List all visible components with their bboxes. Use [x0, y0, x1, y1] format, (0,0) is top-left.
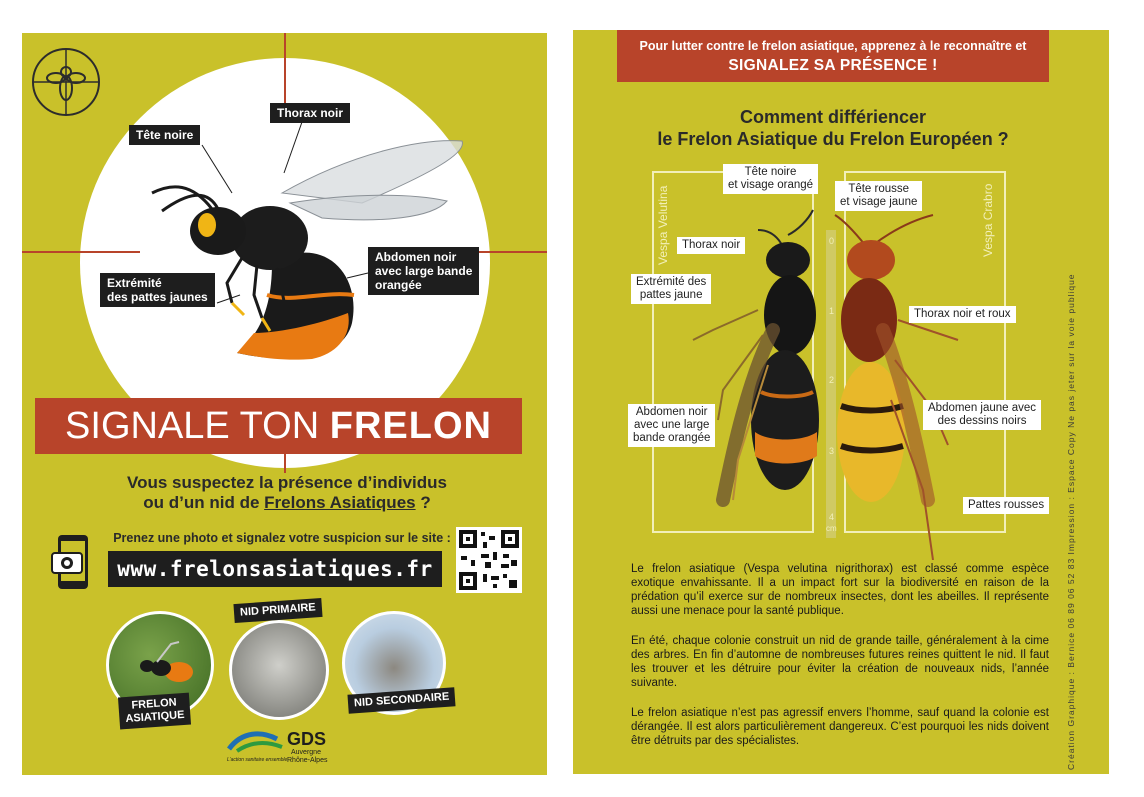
- callout-pattes-rousses: [963, 497, 1049, 514]
- gds-name: GDS: [287, 729, 327, 749]
- signale-banner: [35, 398, 522, 454]
- callout-thorax-noir-roux: [909, 306, 1016, 323]
- callout-abdomen-noir: [628, 404, 715, 447]
- top-banner-line2: SIGNALEZ SA PRÉSENCE !: [728, 57, 938, 74]
- banner-light: SIGNALE TON: [65, 405, 330, 447]
- photo-instruction: Prenez une photo et signalez votre suspicion sur le site :: [113, 531, 451, 545]
- qr-code-icon: [459, 530, 519, 590]
- top-banner: [617, 30, 1049, 82]
- comparison-heading: [613, 106, 1053, 150]
- right-flyer: [573, 30, 1109, 774]
- tag-frelon-asiatique: [118, 693, 191, 730]
- label-abdomen-line1: Abdomen noir: [375, 250, 457, 264]
- top-banner-line1: Pour lutter contre le frelon asiatique, apprenez à le reconnaître et: [639, 39, 1027, 53]
- scale-3: 3: [829, 446, 835, 456]
- banner-bold: FRELON: [329, 405, 492, 447]
- callout-abdomen-noir-2: avec une large: [633, 419, 710, 431]
- callout-abdomen-noir-3: bande orangée: [633, 432, 711, 444]
- callout-extremite: [631, 274, 711, 304]
- side-credit: Création Graphique : Bernice 06 89 06 52 83 Impression : Espace Copy Ne pas jeter sur la voie publique: [1066, 273, 1076, 770]
- label-thorax-text: Thorax noir: [277, 106, 344, 120]
- paragraph-1: Le frelon asiatique (Vespa velutina nigrithorax) est classé comme espèce exotique envahissante. Il a un impact fort sur la biodiversité en raison de la prédation qu’il exerce sur de nombreux insectes, dont les abeilles. Il représente aussi une menace pour la santé publique.: [631, 563, 1049, 617]
- callout-extremite-2: pattes jaune: [639, 289, 703, 301]
- callout-tete-noire: [723, 164, 818, 194]
- callout-extremite-1: Extrémité des: [636, 276, 707, 288]
- heading-line2: le Frelon Asiatique du Frelon Européen ?: [657, 129, 1009, 149]
- phone-camera-icon: [50, 533, 100, 591]
- callout-abdomen-noir-1: Abdomen noir: [635, 406, 708, 418]
- callout-abdomen-jaune: [923, 400, 1041, 430]
- tag-nid-primaire-text: NID PRIMAIRE: [239, 601, 317, 619]
- callout-thorax-noir-roux-text: Thorax noir et roux: [914, 308, 1011, 320]
- suspect-line2-post: ?: [415, 493, 431, 512]
- heading-line1: Comment différiencer: [739, 107, 927, 127]
- suspect-line2-pre: ou d’un nid de: [143, 493, 265, 512]
- callout-thorax-noir: [677, 237, 745, 254]
- qr-code[interactable]: [456, 527, 522, 593]
- scale-4: 4: [829, 512, 835, 522]
- label-pattes-line2: des pattes jaunes: [107, 290, 208, 304]
- callout-pattes-rousses-text: Pattes rousses: [968, 499, 1045, 511]
- gds-swoosh-icon: [227, 729, 287, 755]
- paragraph-2: En été, chaque colonie construit un nid de grande taille, généralement à la cime des arbres. En fin d’automne de nombreuses futures reines quittent le nid. Il faut les trouver et les détruire pour éviter la création de nouveaux nids, l’année suivante.: [631, 635, 1049, 689]
- label-abdomen-line3: orangée: [375, 278, 422, 292]
- scale-1: 1: [829, 306, 835, 316]
- callout-tete-noire-1: Tête noire: [744, 166, 797, 178]
- gds-logo: [227, 729, 357, 773]
- scale-2: 2: [829, 375, 835, 385]
- vespa-crabro-label: Vespa Crabro: [981, 183, 995, 257]
- label-abdomen-line2: avec large bande: [375, 264, 473, 278]
- tag-nid-secondaire-text: NID SECONDAIRE: [353, 690, 450, 710]
- scale-0: 0: [829, 236, 835, 246]
- callout-tete-noire-2: et visage orangé: [728, 179, 814, 191]
- left-flyer: [22, 33, 547, 775]
- suspect-line1: Vous suspectez la présence d’individus: [127, 473, 447, 492]
- tag-frelon-line2: ASIATIQUE: [125, 708, 185, 726]
- callout-abdomen-jaune-1: Abdomen jaune avec: [928, 402, 1037, 414]
- tag-nid-primaire: [233, 598, 322, 623]
- gds-sub1: Auvergne: [291, 749, 321, 756]
- callout-tete-rousse: [835, 181, 922, 211]
- tag-frelon-line1: FRELON: [131, 696, 178, 712]
- callout-abdomen-jaune-2: des dessins noirs: [937, 415, 1027, 427]
- suspect-text: [62, 473, 512, 513]
- photo-nid-primaire: [229, 620, 329, 720]
- website-url[interactable]: www.frelonsasiatiques.fr: [108, 551, 442, 587]
- label-pattes-line1: Extrémité: [107, 276, 162, 290]
- label-tete-text: Tête noire: [136, 128, 194, 142]
- suspect-line2-underlined: Frelons Asiatiques: [264, 493, 416, 512]
- callout-thorax-noir-text: Thorax noir: [682, 239, 741, 251]
- scale-unit: cm: [826, 524, 837, 533]
- gds-sub2: Rhône-Alpes: [287, 757, 328, 764]
- callout-tete-rousse-1: Tête rousse: [848, 183, 910, 195]
- paragraph-3: Le frelon asiatique n’est pas agressif envers l’homme, sauf quand la colonie est dérangée. Il est alors particulièrement dangereux. C’est pourquoi les nids doivent être détruits par des spécialistes.: [631, 707, 1049, 747]
- pointer-lines: [22, 33, 547, 453]
- vespa-velutina-label: Vespa Velutina: [656, 185, 670, 265]
- callout-tete-rousse-2: et visage jaune: [840, 196, 918, 208]
- gds-tagline: L’action sanitaire ensemble: [227, 757, 288, 763]
- suspect-line2: [62, 493, 512, 513]
